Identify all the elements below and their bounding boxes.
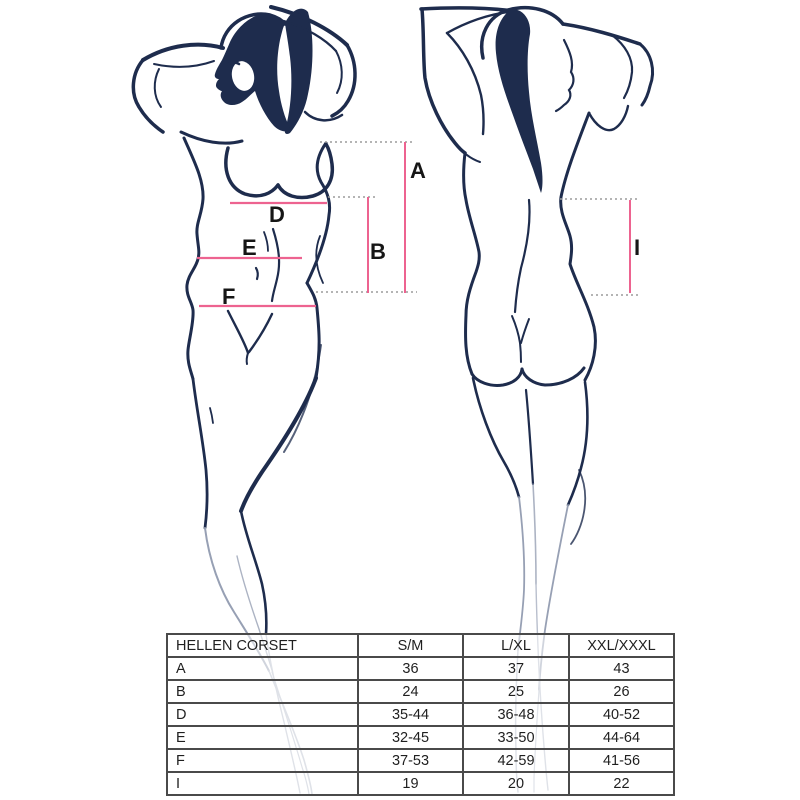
size-table-col-sm: S/M [358, 634, 463, 657]
cell-value: 41-56 [569, 749, 674, 772]
table-row [167, 680, 674, 703]
marker-label-b: B [370, 239, 386, 264]
size-table-col-xxl: XXL/XXXL [569, 634, 674, 657]
measurement-dotted-guides [316, 142, 640, 295]
cell-value: 42-59 [463, 749, 569, 772]
table-row [167, 772, 674, 795]
cell-value: 36-48 [463, 703, 569, 726]
cell-value: 26 [569, 680, 674, 703]
cell-value: 36 [358, 657, 463, 680]
marker-label-e: E [242, 235, 257, 260]
back-figure-illustration [421, 8, 653, 544]
marker-label-a: A [410, 158, 426, 183]
size-table-col-lxl: L/XL [463, 634, 569, 657]
cell-value: 44-64 [569, 726, 674, 749]
cell-value: 40-52 [569, 703, 674, 726]
cell-value: 32-45 [358, 726, 463, 749]
row-label: F [167, 749, 358, 772]
row-label: B [167, 680, 358, 703]
cell-value: 37-53 [358, 749, 463, 772]
row-label: E [167, 726, 358, 749]
size-table [166, 633, 675, 796]
marker-label-f: F [222, 284, 236, 309]
cell-value: 20 [463, 772, 569, 795]
cell-value: 33-50 [463, 726, 569, 749]
cell-value: 25 [463, 680, 569, 703]
size-table-header-row [167, 634, 674, 657]
cell-value: 37 [463, 657, 569, 680]
table-row [167, 657, 674, 680]
table-row [167, 726, 674, 749]
cell-value: 22 [569, 772, 674, 795]
size-table-product-name: HELLEN CORSET [167, 634, 358, 657]
cell-value: 43 [569, 657, 674, 680]
row-label: I [167, 772, 358, 795]
table-row [167, 703, 674, 726]
cell-value: 35-44 [358, 703, 463, 726]
cell-value: 19 [358, 772, 463, 795]
marker-label-i: I [634, 235, 641, 260]
marker-label-d: D [269, 202, 285, 227]
cell-value: 24 [358, 680, 463, 703]
row-label: D [167, 703, 358, 726]
row-label: A [167, 657, 358, 680]
table-row [167, 749, 674, 772]
front-figure-illustration [133, 7, 355, 634]
